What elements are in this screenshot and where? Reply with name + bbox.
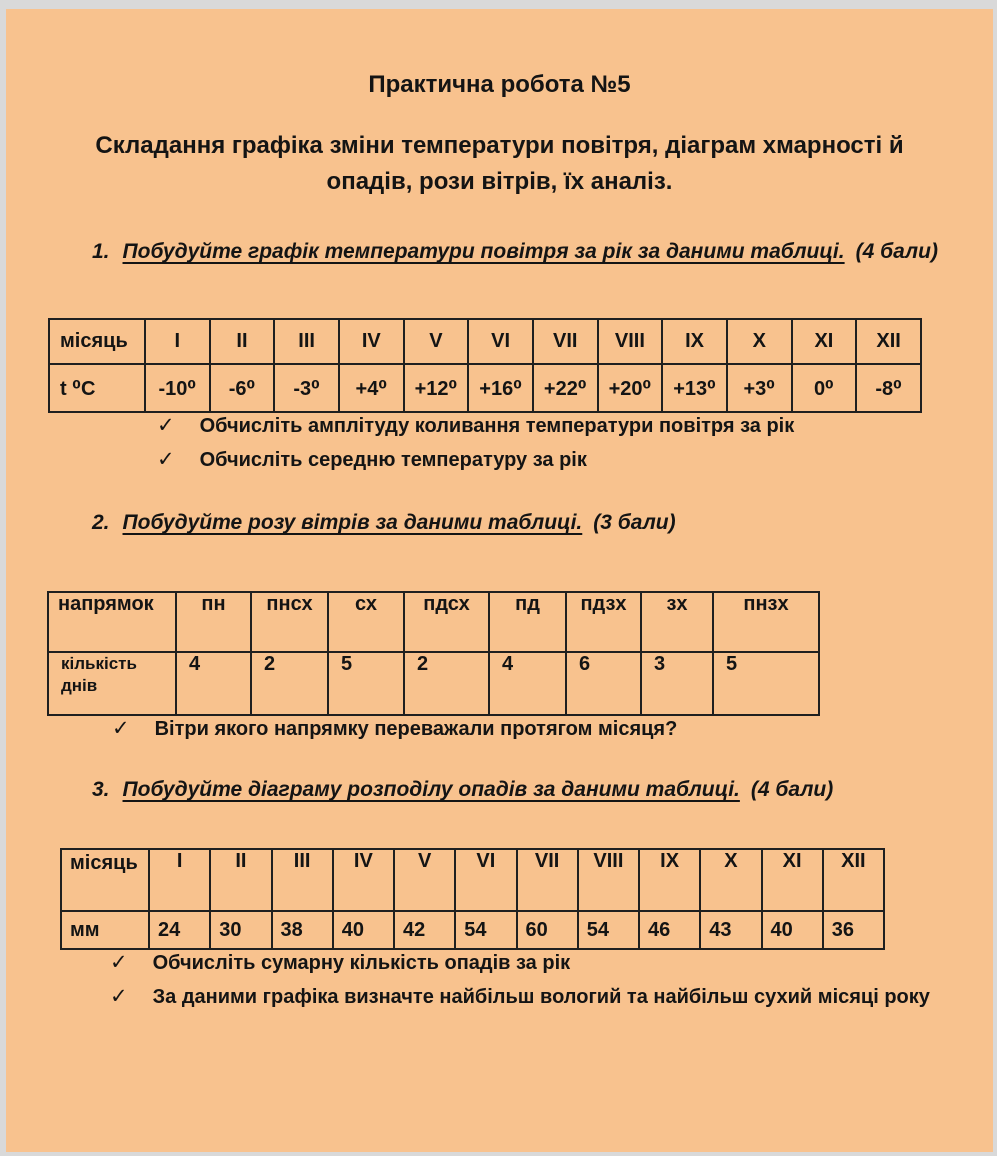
page-subtitle: Складання графіка зміни температури повітря, діаграм хмарності й опадів, рози вітрів, їх аналіз. (95, 132, 904, 195)
table-cell: III (274, 319, 339, 364)
table-cell: місяць (61, 849, 149, 911)
table-cell: пдсх (404, 592, 489, 652)
checklist-item (6, 413, 993, 439)
table-cell: VIII (578, 849, 639, 911)
table-cell: пд (489, 592, 566, 652)
table-row (48, 592, 819, 652)
table-cell: +3⁰ (727, 364, 792, 412)
checklist-item (6, 716, 993, 742)
checklist-item-text: Вітри якого напрямку переважали протягом місяця? (154, 718, 678, 740)
wind-checklist (6, 716, 993, 742)
table-cell: 38 (272, 911, 333, 949)
table-cell: III (272, 849, 333, 911)
table-cell: XI (792, 319, 857, 364)
table-cell: 54 (455, 911, 516, 949)
precipitation-table (60, 848, 885, 950)
checkmark-icon: ✓ (112, 717, 130, 740)
task-2-score: (3 бали) (593, 511, 676, 534)
table-row (48, 652, 819, 715)
table-cell: пнзх (713, 592, 819, 652)
table-cell: -8⁰ (856, 364, 921, 412)
task-3-text: Побудуйте діаграму розподілу опадів за даними таблиці. (122, 778, 740, 801)
table-cell: +12⁰ (404, 364, 469, 412)
table-cell: 5 (328, 652, 404, 715)
table-cell: VI (468, 319, 533, 364)
table-cell: сх (328, 592, 404, 652)
table-cell: V (404, 319, 469, 364)
table-row (49, 319, 921, 364)
table-cell: XII (823, 849, 884, 911)
table-cell: 36 (823, 911, 884, 949)
task-1 (92, 238, 993, 266)
table-cell: 0⁰ (792, 364, 857, 412)
table-cell: +4⁰ (339, 364, 404, 412)
task-1-text: Побудуйте графік температури повітря за рік за даними таблиці. (122, 240, 845, 263)
table-cell: IX (662, 319, 727, 364)
table-cell: напрямок (48, 592, 176, 652)
worksheet-page (6, 9, 993, 1152)
checklist-item-text: Обчисліть амплітуду коливання температури повітря за рік (199, 415, 795, 437)
wind-rose-table (47, 591, 820, 716)
table-cell: 5 (713, 652, 819, 715)
table-cell: 2 (251, 652, 328, 715)
table-row (61, 911, 884, 949)
table-cell: I (145, 319, 210, 364)
checklist-item (6, 447, 993, 473)
table-cell: +13⁰ (662, 364, 727, 412)
table-cell: кількість днів (48, 652, 176, 715)
checklist-item (6, 984, 993, 1010)
table-row (49, 364, 921, 412)
task-3 (92, 776, 993, 804)
table-cell: місяць (49, 319, 145, 364)
table-cell: VIII (598, 319, 663, 364)
table-cell: 42 (394, 911, 455, 949)
table-cell: -6⁰ (210, 364, 275, 412)
table-cell: IV (339, 319, 404, 364)
table-cell: 2 (404, 652, 489, 715)
table-cell: t ⁰C (49, 364, 145, 412)
task-2-text: Побудуйте розу вітрів за даними таблиці. (122, 511, 583, 534)
page-title: Практична робота №5 (368, 71, 631, 98)
table-cell: 6 (566, 652, 641, 715)
table-cell: 60 (517, 911, 578, 949)
task-3-score: (4 бали) (750, 778, 834, 801)
table-cell: +16⁰ (468, 364, 533, 412)
table-cell: V (394, 849, 455, 911)
table-cell: 40 (333, 911, 394, 949)
table-cell: 54 (578, 911, 639, 949)
table-cell: пнсх (251, 592, 328, 652)
checkmark-icon: ✓ (110, 951, 128, 974)
table-cell: пн (176, 592, 251, 652)
checklist-item-text: Обчисліть середню температуру за рік (199, 449, 587, 471)
table-cell: X (727, 319, 792, 364)
task-2 (92, 509, 993, 537)
table-cell: X (700, 849, 761, 911)
table-cell: 24 (149, 911, 210, 949)
table-cell: зх (641, 592, 713, 652)
checkmark-icon: ✓ (157, 448, 175, 471)
task-2-number: 2. (92, 511, 110, 534)
table-cell: IV (333, 849, 394, 911)
table-cell: пдзх (566, 592, 641, 652)
table-cell: VI (455, 849, 516, 911)
task-1-number: 1. (92, 240, 110, 263)
table-cell: 30 (210, 911, 271, 949)
table-cell: мм (61, 911, 149, 949)
temperature-checklist (6, 413, 993, 473)
table-cell: 46 (639, 911, 700, 949)
table-cell: II (210, 849, 271, 911)
table-cell: -10⁰ (145, 364, 210, 412)
table-cell: IX (639, 849, 700, 911)
table-cell: I (149, 849, 210, 911)
temperature-table (48, 318, 922, 413)
table-cell: 3 (641, 652, 713, 715)
table-cell: XI (762, 849, 823, 911)
table-cell: 4 (489, 652, 566, 715)
table-cell: VII (533, 319, 598, 364)
table-cell: +20⁰ (598, 364, 663, 412)
table-cell: +22⁰ (533, 364, 598, 412)
checkmark-icon: ✓ (110, 985, 128, 1008)
table-cell: 43 (700, 911, 761, 949)
table-cell: XII (856, 319, 921, 364)
table-cell: II (210, 319, 275, 364)
task-1-score: (4 бали) (855, 240, 938, 263)
checkmark-icon: ✓ (157, 414, 175, 437)
checklist-item-text: За даними графіка визначте найбільш вологий та найбільш сухий місяці року (152, 986, 930, 1008)
checklist-item (6, 950, 993, 976)
table-cell: VII (517, 849, 578, 911)
precipitation-checklist (6, 950, 993, 1010)
table-cell: 40 (762, 911, 823, 949)
table-cell: -3⁰ (274, 364, 339, 412)
task-3-number: 3. (92, 778, 110, 801)
checklist-item-text: Обчисліть сумарну кількість опадів за рік (152, 952, 571, 974)
table-cell: 4 (176, 652, 251, 715)
table-row (61, 849, 884, 911)
